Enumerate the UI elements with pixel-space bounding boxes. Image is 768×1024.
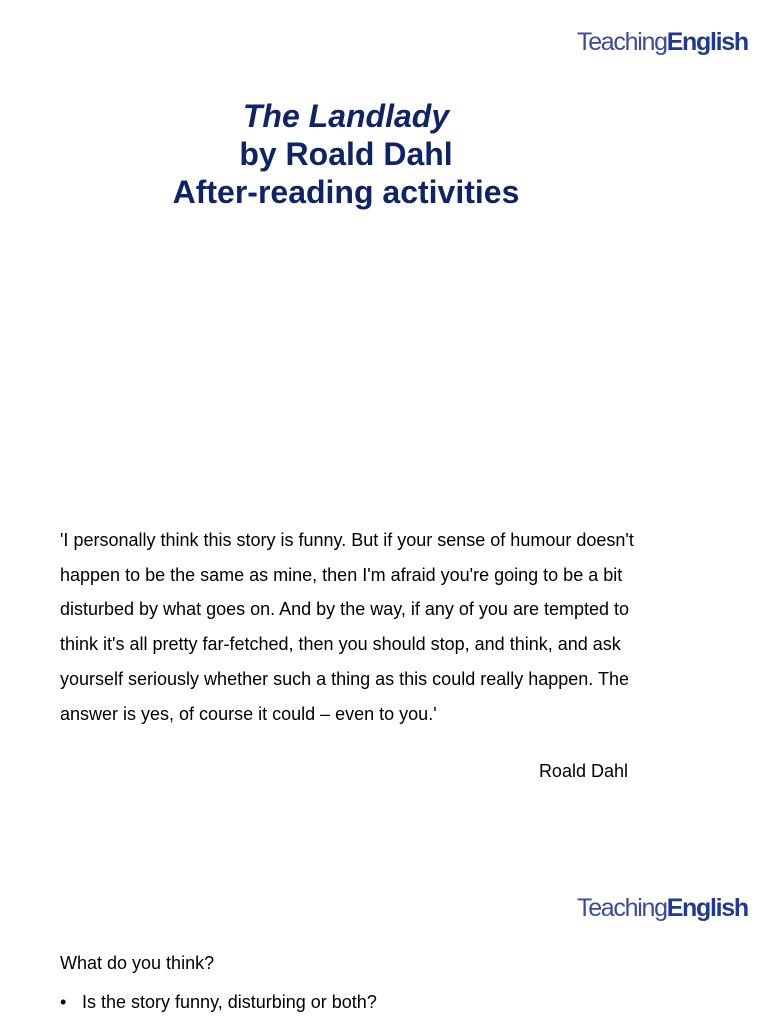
teachingenglish-logo (577, 28, 747, 56)
logo-word-english: English (666, 28, 748, 56)
list-item-text: Is the story funny, disturbing or both? (82, 992, 377, 1012)
discussion-list (60, 989, 377, 1015)
title-story-name: The Landlady (242, 98, 450, 134)
logo-word-teaching: Teaching (577, 894, 667, 922)
page-title (0, 97, 692, 211)
bullet-icon: • (60, 992, 67, 1012)
author-quote: 'I personally think this story is funny. But if your sense of humour doesn't happen to be the same as mine, then I'm afraid you're going to be a bit disturbed by what goes on. And by the way, if any of you are tempted to think it's all pretty far-fetched, then you should stop, and think, and ask yourself seriously whether such a thing as this could really happen. The answer is yes, of course it could – even to you.' (60, 530, 634, 724)
teachingenglish-logo (577, 894, 747, 922)
quote-attribution: Roald Dahl (538, 761, 628, 781)
title-subtitle: After-reading activities (172, 174, 520, 210)
title-author: by Roald Dahl (239, 136, 453, 172)
logo-word-teaching: Teaching (577, 28, 667, 56)
list-item (60, 989, 377, 1015)
logo-word-english: English (666, 894, 748, 922)
discussion-heading: What do you think? (60, 953, 215, 973)
